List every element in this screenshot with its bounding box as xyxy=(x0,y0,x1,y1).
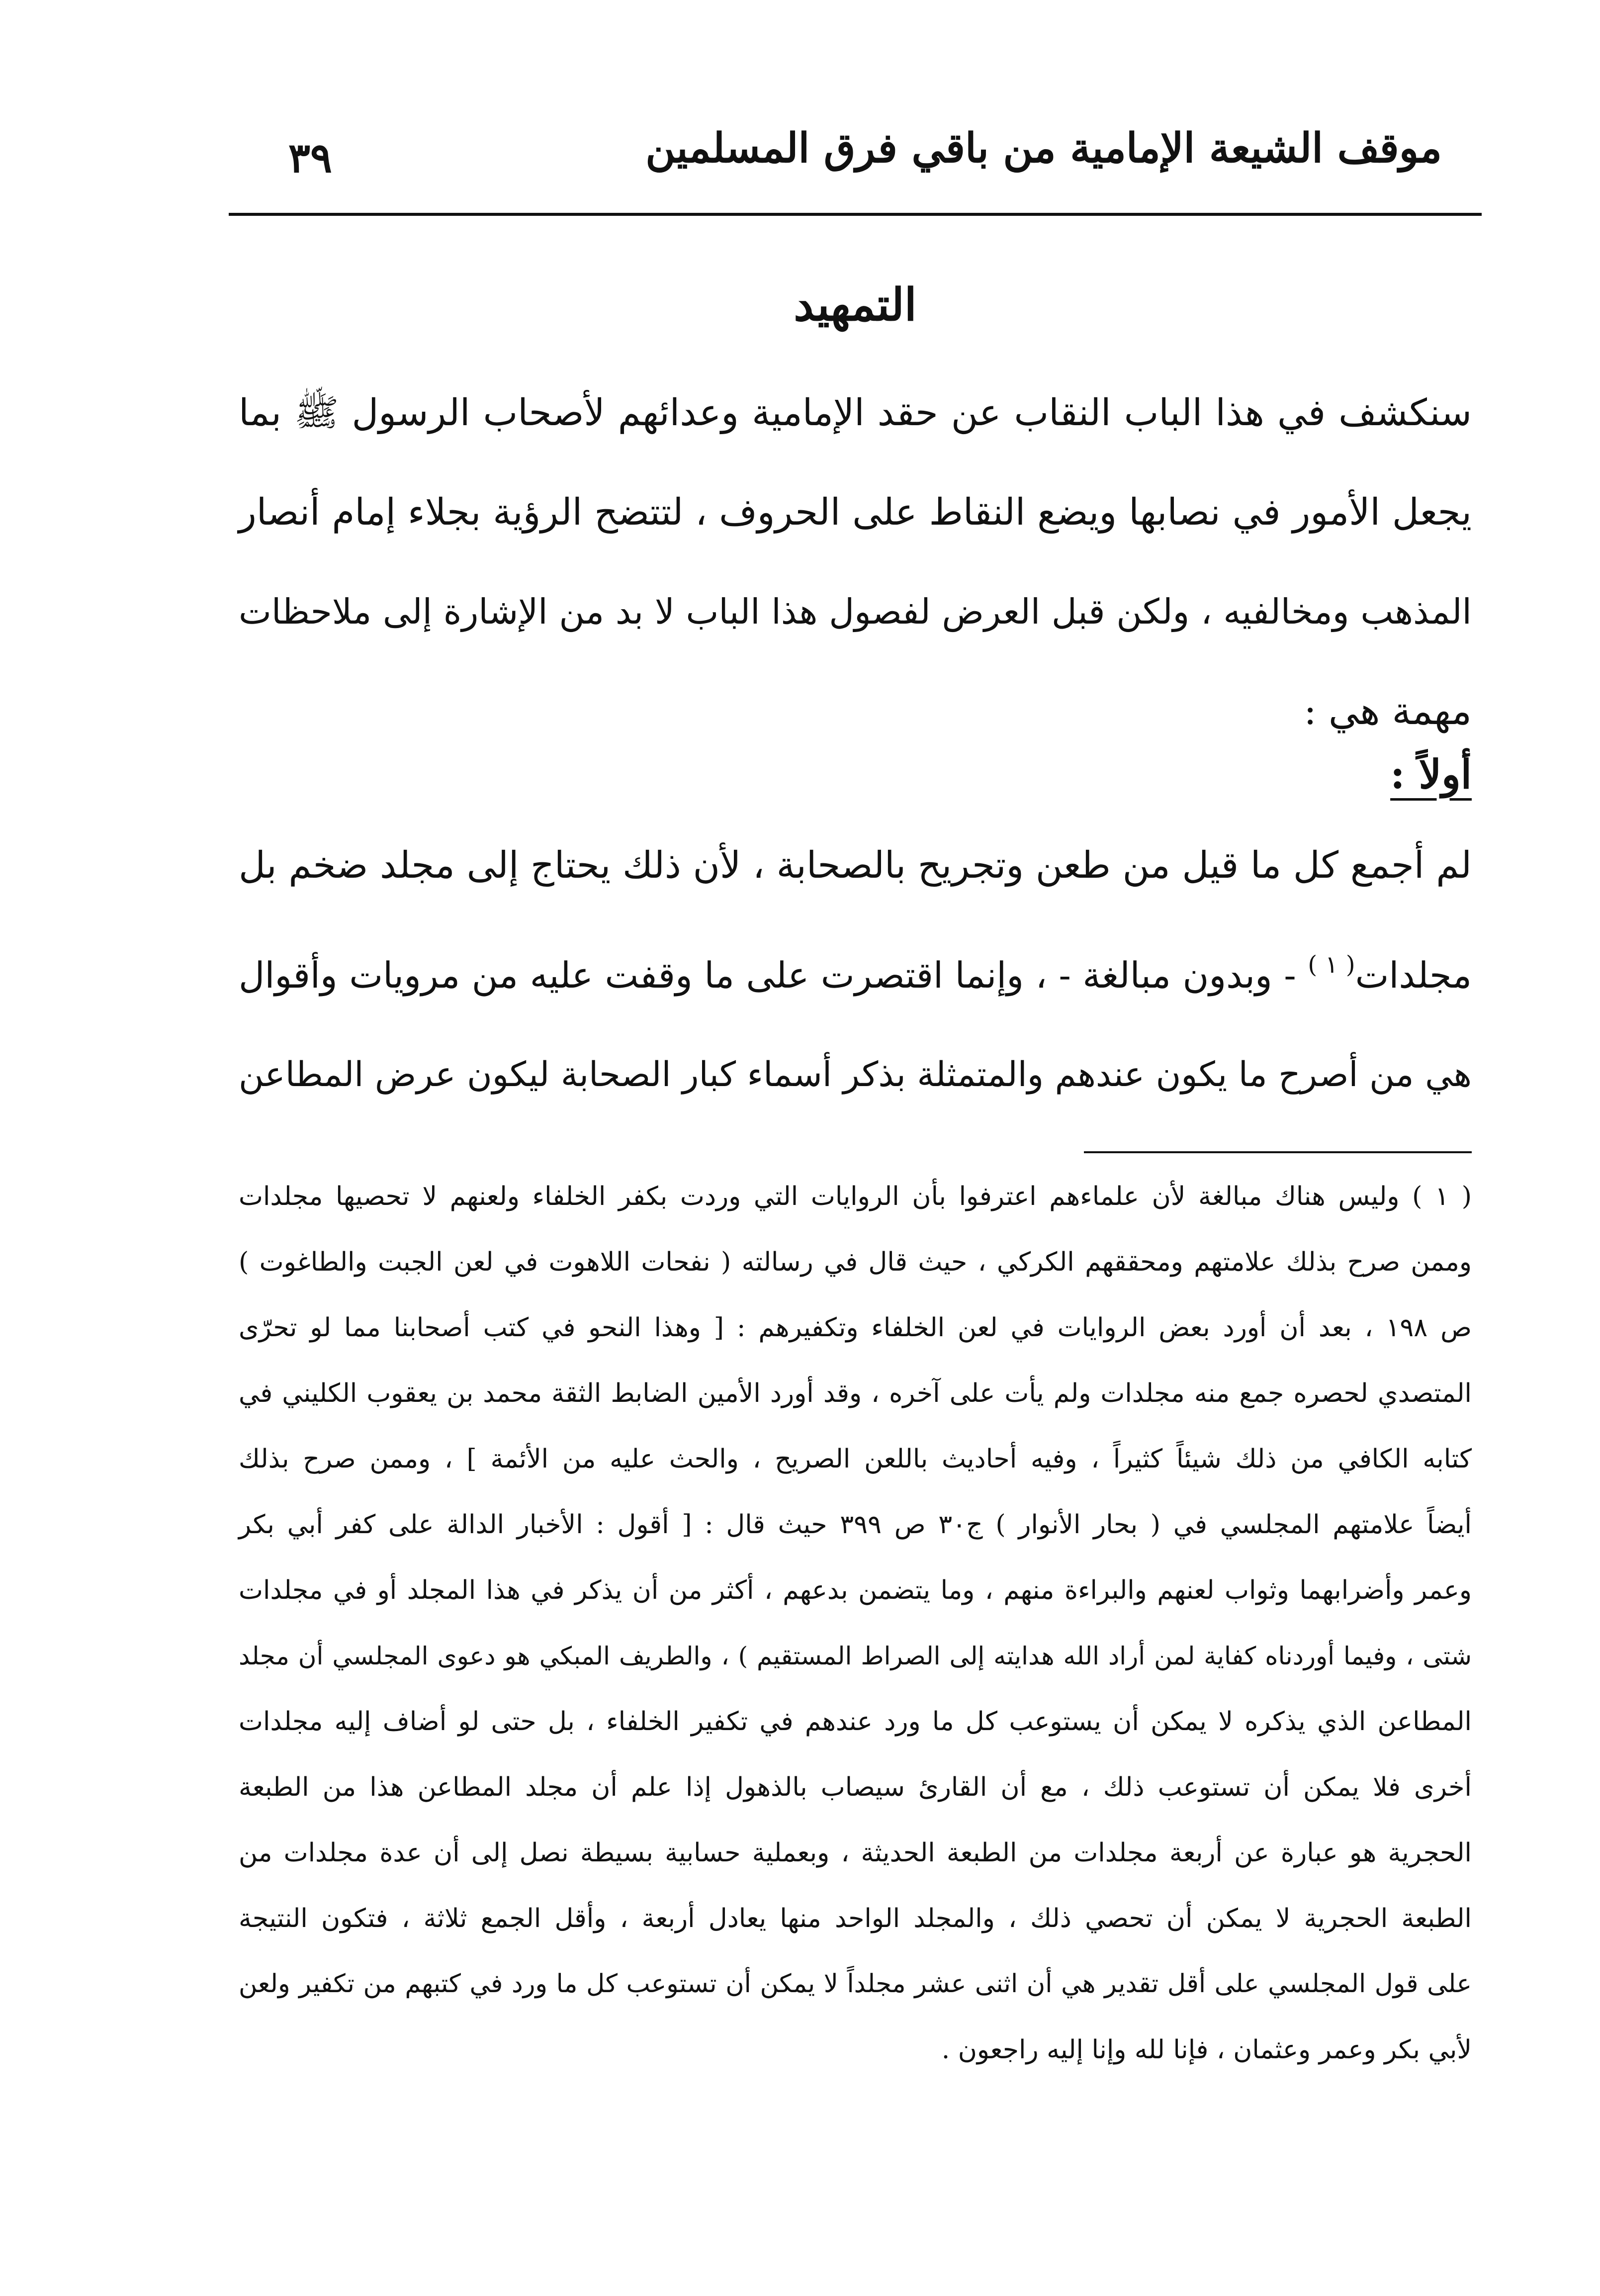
header-title: موقف الشيعة الإمامية من باقي فرق المسلمين xyxy=(645,124,1442,172)
footnote-line: شتى ، وفيما أوردناه كفاية لمن أراد الله هدايته إلى الصراط المستقيم ) ، والطريف المبكي هو دعوى المجلسي أن مجلد xyxy=(239,1642,1472,1670)
intro-line: يجعل الأمور في نصابها ويضع النقاط على الحروف ، لتتضح الرؤية بجلاء إمام أنصار xyxy=(239,491,1472,534)
footnote-block xyxy=(239,1164,1472,2083)
footnote-line: ص ١٩٨ ، بعد أن أورد بعض الروايات في لعن الخلفاء وتكفيرهم : [ وهذا النحو في كتب أصحابنا مما لو تحرّى xyxy=(239,1313,1472,1343)
section-title: التمهيد xyxy=(794,278,917,331)
body-text-fragment: مجلدات xyxy=(1355,954,1472,996)
footnote-line: ( ١ ) وليس هناك مبالغة لأن علماءهم اعترفوا بأن الروايات التي وردت بكفر الخلفاء ولعنهم لا تحصيها مجلدات xyxy=(239,1182,1472,1211)
footnote-line: الطبعة الحجرية لا يمكن أن تحصي ذلك ، والمجلد الواحد منها يعادل أربعة ، وأقل الجمع ثلاثة ، فتكون النتيجة xyxy=(239,1904,1472,1933)
body-line: لم أجمع كل ما قيل من طعن وتجريح بالصحابة ، لأن ذلك يحتاج إلى مجلد ضخم بل xyxy=(239,844,1472,887)
footnote-line: المطاعن الذي يذكره لا يمكن أن يستوعب كل ما ورد عندهم في تكفير الخلفاء ، بل حتى لو أضاف إليه مجلدات xyxy=(239,1707,1472,1737)
first-point-heading: أولاً : xyxy=(1390,751,1472,798)
footnote-line: وعمر وأضرابهما وثواب لعنهم والبراءة منهم ، وما يتضمن بدعهم ، أكثر من أن يذكر في هذا المجلد أو في مجلدات xyxy=(239,1575,1472,1605)
header-rule xyxy=(229,213,1482,216)
footnote-line: كتابه الكافي من ذلك شيئاً كثيراً ، وفيه أحاديث باللعن الصريح ، والحث عليه من الأئمة ] ، وممن صرح بذلك xyxy=(239,1444,1472,1474)
footnote-separator xyxy=(1084,1151,1472,1153)
footnote-line: أخرى فلا يمكن أن تستوعب ذلك ، مع أن القارئ سيصاب بالذهول إذا علم أن مجلد المطاعن هذا من الطبعة xyxy=(239,1772,1472,1802)
footnote-line: الحجرية هو عبارة عن أربعة مجلدات من الطبعة الحديثة ، وبعملية حسابية بسيطة نصل إلى أن عدة مجلدات من xyxy=(239,1838,1472,1868)
intro-paragraph xyxy=(239,363,1472,761)
footnote-line: لأبي بكر وعمر وعثمان ، فإنا لله وإنا إليه راجعون . xyxy=(941,2035,1472,2065)
page-number: ٣٩ xyxy=(288,134,333,182)
body-text-fragment: - وبدون مبالغة - ، وإنما اقتصرت على ما وقفت عليه من مرويات وأقوال xyxy=(239,954,1296,996)
footnote-line: على قول المجلسي على أقل تقدير هي أن اثنى عشر مجلداً لا يمكن أن تستوعب كل ما ورد في كتبهم من تكفير ولعن xyxy=(239,1969,1472,1999)
body-line: هي من أصرح ما يكون عندهم والمتمثلة بذكر أسماء كبار الصحابة ليكون عرض المطاعن xyxy=(239,1055,1472,1095)
footnote-reference: ( ١ ) xyxy=(1308,951,1355,979)
footnote-line: وممن صرح بذلك علامتهم ومحققهم الكركي ، حيث قال في رسالته ( نفحات اللاهوت في لعن الجبت والطاغوت ) xyxy=(239,1247,1472,1277)
intro-line: مهمة هي : xyxy=(1304,689,1472,733)
footnote-line: المتصدي لحصره جمع منه مجلدات ولم يأت على آخره ، وقد أورد الأمين الضابط الثقة محمد بن يعقوب الكليني في xyxy=(239,1378,1472,1408)
footnote-line: أيضاً علامتهم المجلسي في ( بحار الأنوار ) ج٣٠ ص ٣٩٩ حيث قال : [ أقول : الأخبار الدالة على كفر أبي بكر xyxy=(239,1510,1472,1540)
first-point-paragraph xyxy=(239,816,1472,1124)
intro-line: المذهب ومخالفيه ، ولكن قبل العرض لفصول هذا الباب لا بد من الإشارة إلى ملاحظات xyxy=(239,591,1472,632)
intro-line: سنكشف في هذا الباب النقاب عن حقد الإمامية وعدائهم لأصحاب الرسول ﷺ بما xyxy=(239,391,1472,434)
body-line xyxy=(239,915,1472,1025)
running-header xyxy=(229,114,1482,214)
